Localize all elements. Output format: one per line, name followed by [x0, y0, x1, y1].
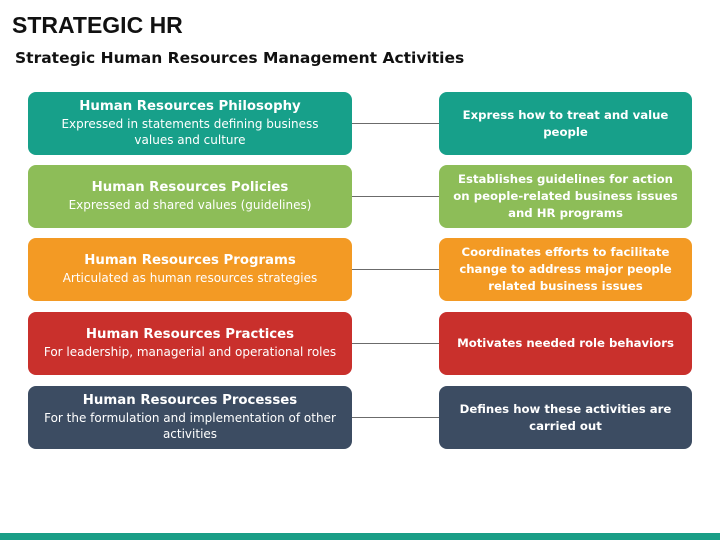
activity-row-policies	[0, 165, 720, 228]
connector-line	[351, 269, 440, 270]
activity-row-philosophy	[0, 92, 720, 155]
connector-line	[351, 123, 440, 124]
activity-title: Human Resources Philosophy	[79, 98, 301, 114]
connector-line	[351, 196, 440, 197]
outcome-box-programs	[439, 238, 692, 301]
outcome-box-policies	[439, 165, 692, 228]
activity-description: For the formulation and implementation of other activities	[44, 410, 336, 441]
activity-description: Expressed ad shared values (guidelines)	[68, 197, 312, 212]
activity-box-programs	[28, 238, 352, 301]
slide-title: STRATEGIC HR	[12, 12, 183, 38]
activity-title: Human Resources Policies	[91, 179, 289, 195]
activity-title: Human Resources Processes	[82, 392, 298, 408]
activity-box-policies	[28, 165, 352, 228]
outcome-box-practices	[439, 312, 692, 375]
outcome-text: Defines how these activities are carried out	[459, 401, 672, 433]
activity-title: Human Resources Practices	[85, 326, 295, 342]
activity-description: For leadership, managerial and operational roles	[43, 344, 337, 359]
outcome-text: Establishes guidelines for action on people-related business issues and HR programs	[453, 172, 678, 220]
outcome-text: Express how to treat and value people	[462, 107, 669, 139]
activity-title: Human Resources Programs	[84, 252, 296, 268]
outcome-text: Motivates needed role behaviors	[457, 336, 674, 350]
bottom-accent-bar	[0, 533, 720, 540]
connector-line	[351, 417, 440, 418]
activity-description: Expressed in statements defining business values and culture	[61, 116, 319, 147]
activity-description: Articulated as human resources strategies	[62, 270, 318, 285]
connector-line	[351, 343, 440, 344]
activity-row-processes	[0, 386, 720, 449]
activity-row-programs	[0, 238, 720, 301]
activity-box-philosophy	[28, 92, 352, 155]
activity-box-practices	[28, 312, 352, 375]
slide-subtitle: Strategic Human Resources Management Activities	[15, 49, 465, 67]
activity-box-processes	[28, 386, 352, 449]
activity-row-practices	[0, 312, 720, 375]
outcome-text: Coordinates efforts to facilitate change to address major people related business issues	[459, 245, 672, 293]
outcome-box-processes	[439, 386, 692, 449]
outcome-box-philosophy	[439, 92, 692, 155]
